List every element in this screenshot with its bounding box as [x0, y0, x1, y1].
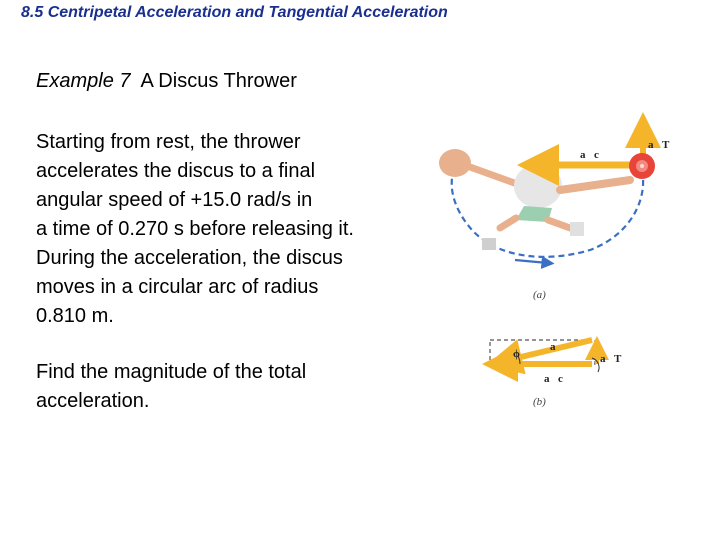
label-at-a: a⃗T: [648, 139, 670, 151]
label-ac-b: a⃗c: [544, 373, 563, 385]
example-title: A Discus Thrower: [140, 70, 297, 92]
discus-diagram: [420, 110, 710, 420]
label-phi: ϕ: [513, 348, 520, 360]
label-ac-a: a⃗c: [580, 149, 599, 161]
problem-line: a time of 0.270 s before releasing it.: [36, 218, 354, 240]
caption-b: (b): [533, 396, 546, 408]
path-arrow: [515, 260, 548, 263]
problem-line: Starting from rest, the thrower: [36, 131, 301, 153]
problem-line: angular speed of +15.0 rad/s in: [36, 189, 313, 211]
question-line: acceleration.: [36, 390, 150, 412]
label-at-b: a⃗T: [600, 353, 622, 365]
caption-a: (a): [533, 289, 546, 301]
question-line: Find the magnitude of the total: [36, 361, 307, 383]
problem-line: accelerates the discus to a final: [36, 160, 316, 182]
question-text: [36, 358, 306, 416]
example-label: Example 7: [36, 70, 131, 92]
example-heading: [36, 70, 297, 93]
problem-line: moves in a circular arc of radius: [36, 276, 319, 298]
slide-header: 8.5 Centripetal Acceleration and Tangential Acceleration: [21, 4, 448, 21]
problem-line: During the acceleration, the discus: [36, 247, 343, 269]
problem-line: 0.810 m.: [36, 305, 114, 327]
vector-diagram-b: [490, 340, 622, 408]
problem-statement: [36, 128, 456, 331]
discus-figure: [420, 110, 710, 420]
label-a-total: a⃗: [550, 341, 565, 353]
